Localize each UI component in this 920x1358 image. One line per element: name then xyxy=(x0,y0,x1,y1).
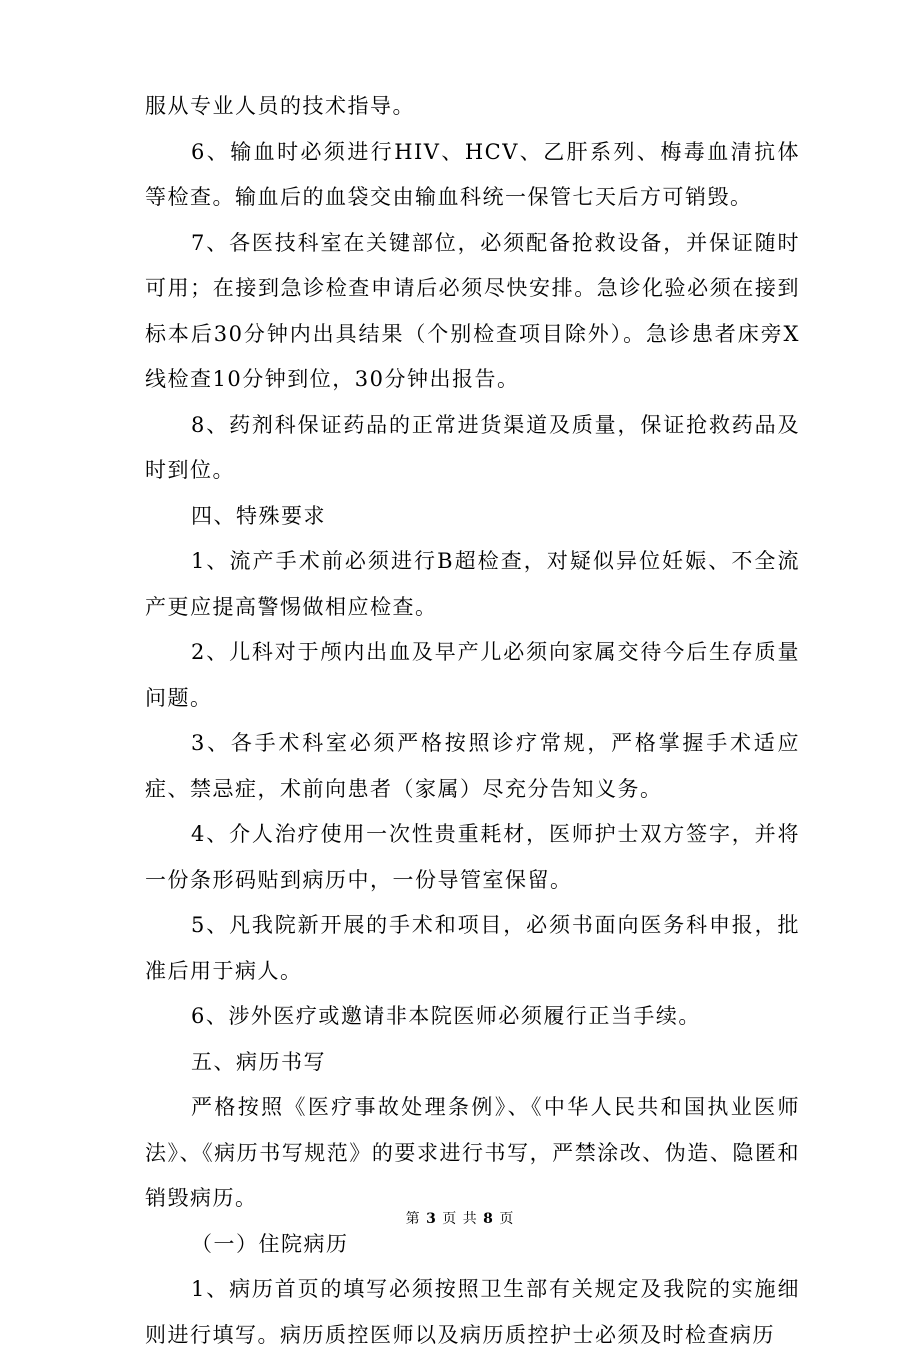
paragraph-9: 4、介人治疗使用一次性贵重耗材，医师护士双方签字，并将一份条形码贴到病历中，一份导管室保留。 xyxy=(145,822,800,892)
paragraph-13: 严格按照《医疗事故处理条例》、《中华人民共和国执业医师法》、《病历书写规范》的要求进行书写，严禁涂改、伪造、隐匿和销毁病历。 xyxy=(145,1095,800,1210)
footer-prefix: 第 xyxy=(405,1211,421,1227)
footer-total-pages: 8 xyxy=(483,1211,494,1227)
paragraph-10: 5、凡我院新开展的手术和项目，必须书面向医务科申报，批准后用于病人。 xyxy=(145,913,800,983)
paragraph-8: 3、各手术科室必须严格按照诊疗常规，严格掌握手术适应症、禁忌症，术前向患者（家属）尽充分告知义务。 xyxy=(145,731,800,801)
paragraph-11: 6、涉外医疗或邀请非本院医师必须履行正当手续。 xyxy=(191,1004,701,1028)
footer-current-page: 3 xyxy=(426,1211,437,1227)
section-heading-special-requirements: 四、特殊要求 xyxy=(191,503,326,528)
paragraph-6: 1、流产手术前必须进行B超检查，对疑似异位妊娠、不全流产更应提高警惕做相应检查。 xyxy=(145,549,800,619)
paragraph-1: 服从专业人员的技术指导。 xyxy=(145,94,415,118)
subsection-heading-inpatient-records: （一）住院病历 xyxy=(191,1231,349,1256)
footer-suffix: 页 xyxy=(499,1211,515,1227)
footer-middle: 页 共 xyxy=(442,1211,478,1227)
paragraph-7: 2、儿科对于颅内出血及早产儿必须向家属交待今后生存质量问题。 xyxy=(145,640,800,710)
page-footer xyxy=(0,1208,920,1228)
paragraph-3: 7、各医技科室在关键部位，必须配备抢救设备，并保证随时可用；在接到急诊检查申请后必须尽快安排。急诊化验必须在接到标本后30分钟内出具结果（个别检查项目除外）。急诊患者床旁X线检查10分钟到位，30分钟出报告。 xyxy=(145,230,800,391)
paragraph-4: 8、药剂科保证药品的正常进货渠道及质量，保证抢救药品及时到位。 xyxy=(145,412,800,482)
document-body xyxy=(145,84,800,1358)
paragraph-15: 1、病历首页的填写必须按照卫生部有关规定及我院的实施细则进行填写。病历质控医师以及病历质控护士必须及时检查病历 xyxy=(145,1277,800,1347)
paragraph-2: 6、输血时必须进行HIV、HCV、乙肝系列、梅毒血清抗体等检查。输血后的血袋交由输血科统一保管七天后方可销毁。 xyxy=(145,139,800,209)
section-heading-medical-records: 五、病历书写 xyxy=(191,1049,326,1074)
